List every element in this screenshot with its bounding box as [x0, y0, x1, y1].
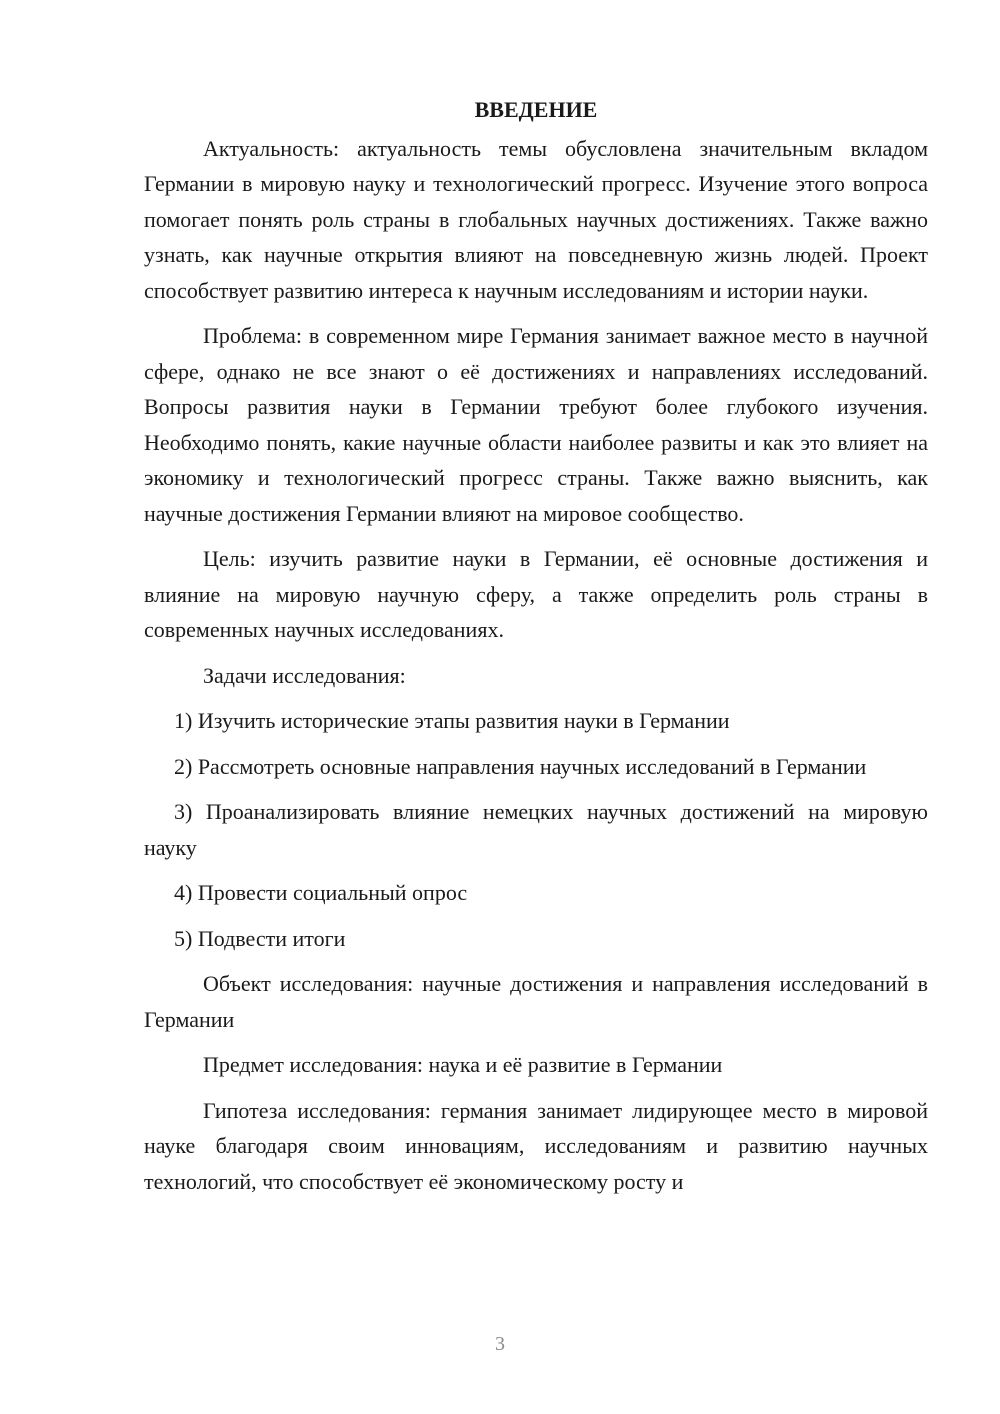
goal-paragraph: Цель: изучить развитие науки в Германии, её основные достижения и влияние на мировую научную сферу, а также определить роль страны в современных научных исследованиях.	[144, 546, 928, 642]
problem-paragraph: Проблема: в современном мире Германия занимает важное место в научной сфере, однако не все знают о её достижениях и направлениях исследований. Вопросы развития науки в Германии требуют более глубокого изучения. Необходимо понять, какие научные области наиболее развиты и как это влияет на экономику и технологический прогресс страны. Также важно выяснить, как научные достижения Германии влияют на мировое сообщество.	[144, 323, 928, 526]
section-heading: ВВЕДЕНИЕ	[474, 97, 598, 122]
task-item-3: 3) Проанализировать влияние немецких научных достижений на мировую науку	[144, 799, 928, 860]
hypothesis-paragraph: Гипотеза исследования: германия занимает лидирующее место в мировой науке благодаря своим инновациям, исследованиям и развитию научных технологий, что способствует её экономическому росту и	[144, 1097, 928, 1194]
task-item-5: 5) Подвести итоги	[174, 925, 346, 951]
task-item-1: 1) Изучить исторические этапы развития науки в Германии	[174, 708, 730, 733]
relevance-paragraph: Актуальность: актуальность темы обусловлена значительным вкладом Германии в мировую науку и технологический прогресс. Изучение этого вопроса помогает понять роль страны в глобальных научных достижениях. Также важно узнать, как научные открытия влияют на повседневную жизнь людей. Проект способствует развитию интереса к научным исследованиям и истории науки.	[144, 135, 928, 303]
subject-paragraph: Предмет исследования: наука и её развитие в Германии	[203, 1052, 723, 1077]
object-paragraph: Объект исследования: научные достижения и направления исследований в Германии	[144, 971, 928, 1032]
page-number: 3	[495, 1333, 505, 1355]
task-item-2: 2) Рассмотреть основные направления научных исследований в Германии	[174, 753, 867, 779]
page-content	[144, 92, 928, 1199]
tasks-title: Задачи исследования:	[203, 662, 406, 688]
task-item-4: 4) Провести социальный опрос	[174, 880, 468, 905]
